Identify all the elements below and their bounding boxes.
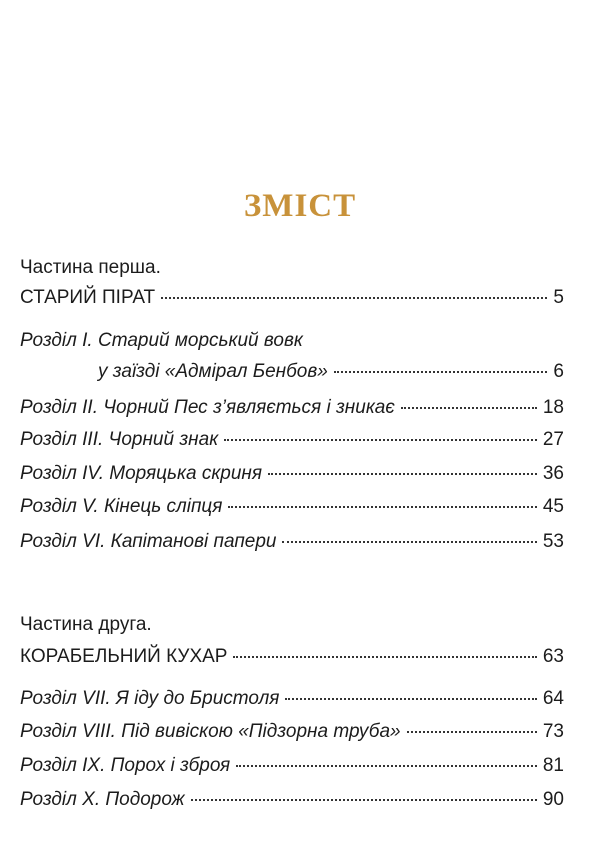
part2-heading: Частина друга.	[20, 614, 152, 635]
leader-dots	[268, 473, 537, 475]
page-number: 63	[542, 646, 564, 667]
leader-dots	[233, 656, 536, 658]
chapter-1-line2: у заїзді «Адмірал Бенбов»	[98, 361, 328, 382]
page-number: 73	[542, 721, 564, 742]
part1-name: СТАРИЙ ПІРАТ	[20, 287, 156, 308]
leader-dots	[236, 765, 537, 767]
leader-dots	[224, 439, 537, 441]
chapter-label: Розділ ІІ. Чорний Пес з’являється і зникає	[20, 397, 395, 418]
toc-entry-part2[interactable]	[20, 645, 564, 669]
chapter-label: Розділ VI. Капітанові папери	[20, 531, 277, 552]
leader-dots	[334, 371, 548, 373]
chapter-label: Розділ X. Подорож	[20, 789, 185, 810]
toc-entry-chapter-3[interactable]	[20, 428, 564, 452]
page-title: ЗМІСТ	[243, 188, 357, 224]
chapter-1-line1[interactable]: Розділ І. Старий морський вовк	[20, 330, 303, 351]
toc-entry-chapter-1[interactable]	[98, 360, 564, 384]
leader-dots	[407, 731, 537, 733]
chapter-label: Розділ VIII. Під вивіскою «Підзорна труба»	[20, 721, 401, 742]
part2-name: КОРАБЕЛЬНИЙ КУХАР	[20, 646, 228, 667]
page-number: 64	[542, 688, 564, 709]
part1-heading: Частина перша.	[20, 257, 161, 278]
page-number: 81	[542, 755, 564, 776]
toc-entry-chapter-7[interactable]	[20, 687, 564, 711]
page-number: 6	[553, 361, 564, 382]
page-number: 36	[542, 463, 564, 484]
toc-entry-chapter-6[interactable]	[20, 530, 564, 554]
leader-dots	[282, 541, 536, 543]
page-number: 53	[542, 531, 564, 552]
leader-dots	[228, 506, 536, 508]
toc-entry-chapter-8[interactable]	[20, 720, 564, 744]
chapter-label: Розділ ІІІ. Чорний знак	[20, 429, 219, 450]
chapter-label: Розділ VII. Я іду до Бристоля	[20, 688, 280, 709]
page-number: 45	[542, 496, 564, 517]
chapter-label: Розділ IV. Моряцька скриня	[20, 463, 263, 484]
toc-entry-part1[interactable]	[20, 286, 564, 310]
leader-dots	[401, 407, 537, 409]
leader-dots	[161, 297, 547, 299]
toc-entry-chapter-5[interactable]	[20, 495, 564, 519]
toc-entry-chapter-4[interactable]	[20, 462, 564, 486]
page-number: 27	[542, 429, 564, 450]
chapter-label: Розділ IX. Порох і зброя	[20, 755, 231, 776]
page-number: 5	[553, 287, 564, 308]
page-number: 18	[542, 397, 564, 418]
toc-entry-chapter-2[interactable]	[20, 396, 564, 420]
leader-dots	[285, 698, 536, 700]
chapter-label: Розділ V. Кінець сліпця	[20, 496, 223, 517]
toc-entry-chapter-9[interactable]	[20, 754, 564, 778]
page-number: 90	[542, 789, 564, 810]
leader-dots	[191, 799, 537, 801]
toc-entry-chapter-10[interactable]	[20, 788, 564, 812]
